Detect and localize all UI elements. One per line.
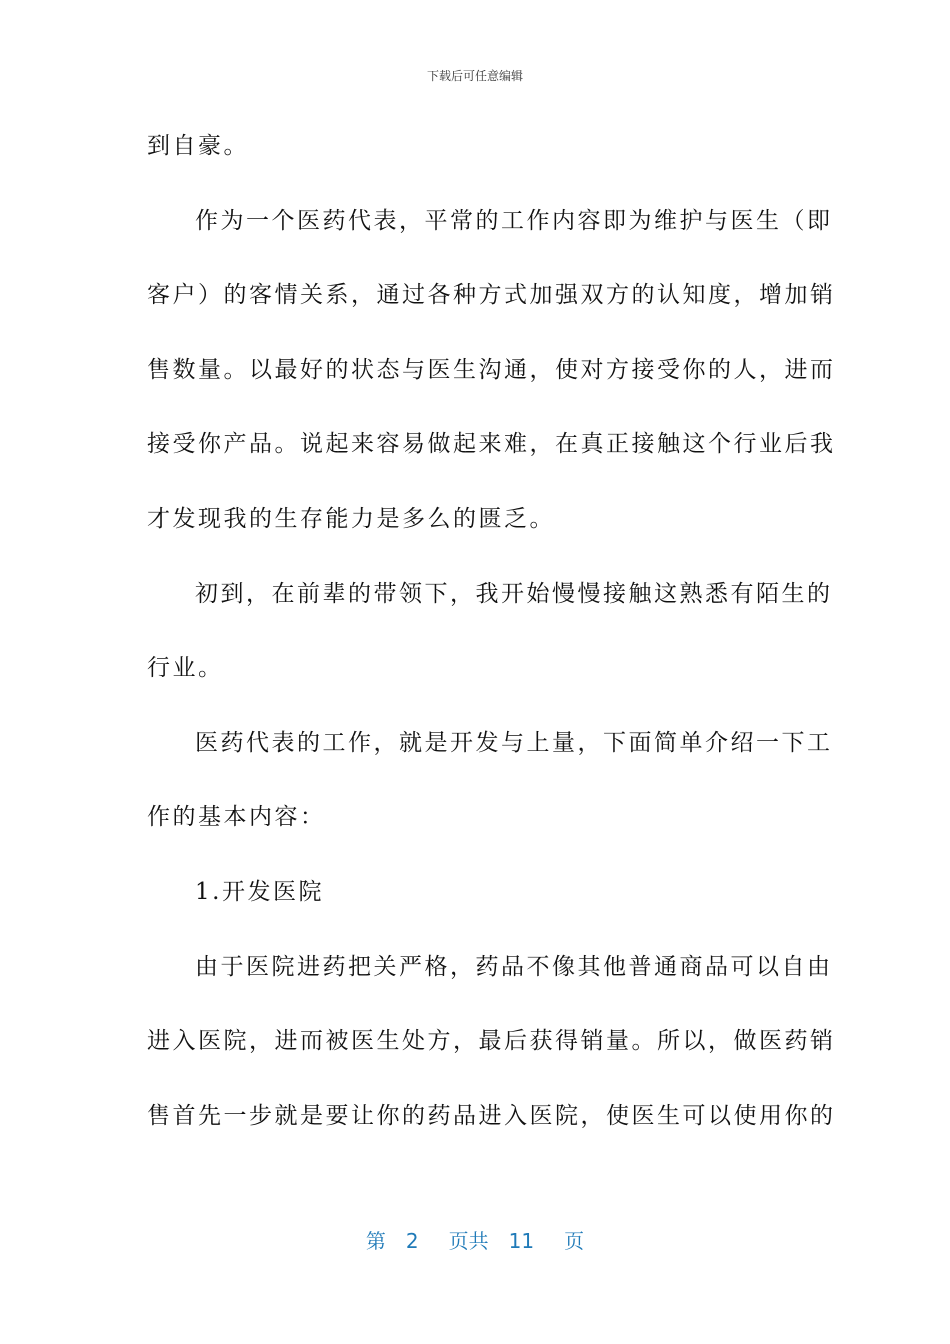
current-page-number: 2 <box>405 1229 419 1253</box>
section-heading: 1.开发医院 <box>195 878 324 905</box>
text-line: 医药代表的工作，就是开发与上量，下面简单介绍一下工 <box>195 729 833 756</box>
text-line: 客户）的客情关系，通过各种方式加强双方的认知度，增加销 <box>147 282 836 309</box>
document-body <box>147 123 836 1167</box>
page-footer <box>0 1225 950 1254</box>
text-line: 才发现我的生存能力是多么的匮乏。 <box>147 505 555 532</box>
page-label-mid: 页共 <box>448 1229 489 1253</box>
text-line: 作为一个医药代表，平常的工作内容即为维护与医生（即 <box>195 207 833 234</box>
text-line: 售首先一步就是要让你的药品进入医院，使医生可以使用你的 <box>147 1102 836 1129</box>
text-line: 进入医院，进而被医生处方，最后获得销量。所以，做医药销 <box>147 1028 836 1055</box>
text-line: 接受你产品。说起来容易做起来难，在真正接触这个行业后我 <box>147 431 836 458</box>
text-line: 初到，在前辈的带领下，我开始慢慢接触这熟悉有陌生的 <box>195 580 833 607</box>
page-label-suffix: 页 <box>564 1229 585 1253</box>
text-line: 到自豪。 <box>147 133 249 159</box>
total-pages-number: 11 <box>508 1229 535 1253</box>
text-line: 行业。 <box>147 655 224 682</box>
text-line: 售数量。以最好的状态与医生沟通，使对方接受你的人，进而 <box>147 356 836 383</box>
text-line: 作的基本内容： <box>147 804 326 831</box>
page-label-prefix: 第 <box>365 1229 386 1253</box>
text-line: 由于医院进药把关严格，药品不像其他普通商品可以自由 <box>195 953 833 980</box>
header-note: 下载后可任意编辑 <box>426 69 523 83</box>
